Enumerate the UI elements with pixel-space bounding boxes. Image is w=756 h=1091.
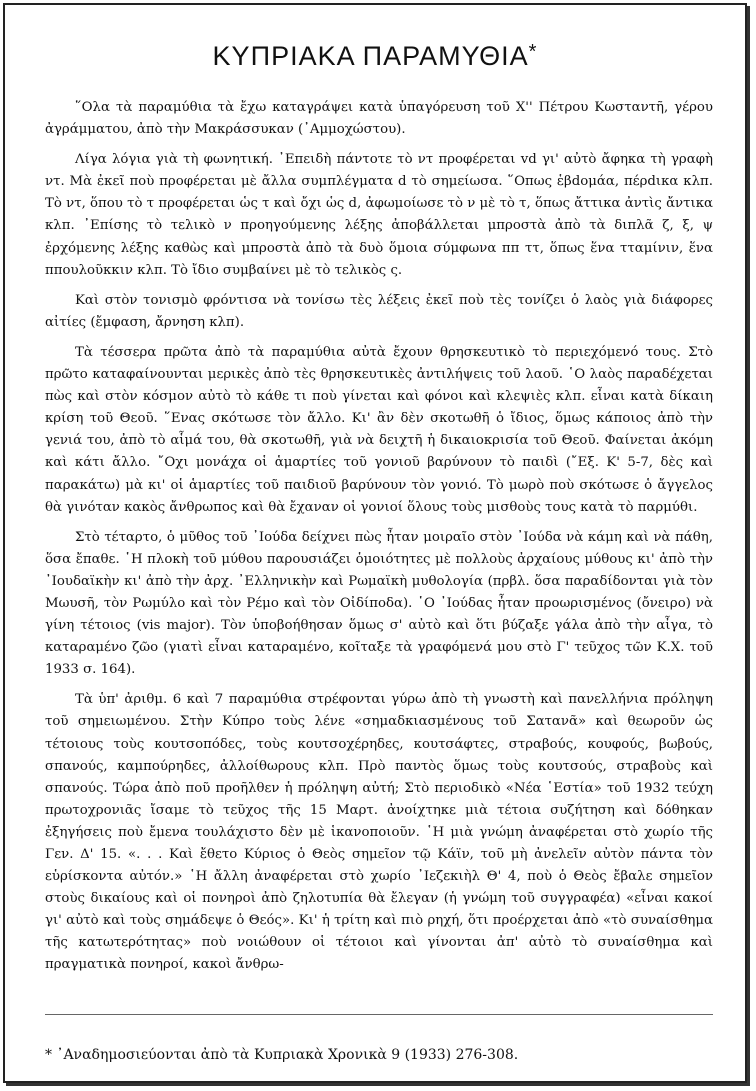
- body-text: [45, 97, 713, 985]
- page-title: [5, 41, 745, 72]
- title-footnote-mark: *: [528, 41, 538, 63]
- paragraph: Στὸ τέταρτο, ὁ μῦθος τοῦ ᾿Ιούδα δείχνει πὼς ἦταν μοιραῖο στὸν ᾿Ιούδα νὰ κάμη καὶ νὰ πάθη, ὅσα ἔπαθε. ῾Η πλοκὴ τοῦ μύθου παρουσιάζει ὁμοιότητες μὲ πολλοὺς ἀρχαίους μύθους κι' ἀπὸ τὴν ᾿Ιουδαϊκὴν κι' ἀπὸ τὴν ἀρχ. ᾿Ελληνικὴν καὶ Ρωμαϊκὴ μυθολογία (πρβλ. ὅσα παραδίδονται γιὰ τὸν Μωυσῆ, τὸν Ρωμύλο καὶ τὸν Ρέμο καὶ τὸν Οἰδίποδα). ῾Ο ᾿Ιούδας ἦταν προωρισμένος (ὄνειρο) νὰ γίνη τέτοιος (vis major). Τὸν ὑποβοήθησαν ὅμως σ' αὐτὸ καὶ ὅτι βύζαξε γάλα ἀπὸ τὴν αἶγα, τὸ καταραμένο ζῶο (γιατὶ εἶναι καταραμένο, κοῖταξε τὰ γραφόμενά μου στὸ Γ' τεῦχος τῶν Κ.Χ. τοῦ 1933 σ. 164).: [45, 529, 713, 678]
- paragraph: Καὶ στὸν τονισμὸ φρόντισα νὰ τονίσω τὲς λέξεις ἐκεῖ ποὺ τὲς τονίζει ὁ λαὸς γιὰ διάφορες αἰτίες (ἔμφαση, ἄρνηση κλπ).: [45, 292, 713, 330]
- page: [3, 3, 747, 1083]
- paragraph: Τὰ τέσσερα πρῶτα ἀπὸ τὰ παραμύθια αὐτὰ ἔχουν θρησκευτικὸ τὸ περιεχόμενό τους. Στὸ πρῶτο καταφαίνουνται μερικὲς ἀπὸ τὲς θρησκευτικὲς ἀντιλήψεις τοῦ λαοῦ. ῾Ο λαὸς παραδέχεται πὼς καὶ στὸν κόσμον αὐτὸ τὸ κάθε τι ποὺ γίνεται καὶ φόνοι καὶ κλεψιὲς κλπ. εἶναι κατὰ δίκαιη κρίση τοῦ Θεοῦ. ῞Ενας σκότωσε τὸν ἄλλο. Κι' ἂν δὲν σκοτωθῆ ὁ ἴδιος, ὅμως κάποιος ἀπὸ τὴν γενιά του, ἀπὸ τὸ αἷμά του, θὰ σκοτωθῆ, γιὰ νὰ δειχτῆ ἡ δικαιοκρισία τοῦ Θεοῦ. Φαίνεται ἀκόμη καὶ κάτι ἄλλο. ῎Οχι μονάχα οἱ ἁμαρτίες τοῦ γονιοῦ βαρύνουν τὸ παιδὶ (῎Εξ. Κ' 5-7, δὲς καὶ παρακάτω) μὰ κι' οἱ ἁμαρτίες τοῦ παιδιοῦ βαρύνουν τὸν γονιό. Τὸ μωρὸ ποὺ σκότωσε ὁ ἄγγελος θὰ γινόταν κακὸς ἄνθρωπος καὶ θὰ ἔχαναν οἱ γονιοί ὅλους τοὺς μισθοὺς τους κατὰ τὸ παρμύθι.: [45, 344, 713, 515]
- footnote-divider: [45, 1014, 713, 1015]
- paragraph: Λίγα λόγια γιὰ τὴ φωνητική. ᾿Επειδὴ πάντοτε τὸ ντ προφέρεται vd γι' αὐτὸ ἄφηκα τὴ γραφὴ ντ. Μὰ ἐκεῖ ποὺ προφέρεται μὲ ἄλλα συμπλέγματα d τὸ σημείωσα. ῞Οπως ἑβdομάα, πέρdικα κλπ. Τὸ ντ, ὅπου τὸ τ προφέρεται ὡς τ καὶ ὄχι ὡς d, ἀφωμοίωσε τὸ ν μὲ τὸ τ, ὅπως ἄττικα ἀντὶς ἄντικα κλπ. ᾿Επίσης τὸ τελικὸ ν προηγούμενης λέξης ἀποβάλλεται μπροστὰ ἀπὸ τὰ διπλᾶ ζ, ξ, ψ ἐρχόμενης λέξης καθὼς καὶ μπροστὰ ἀπὸ τὰ δυὸ ὅμοια σύμφωνα ππ ττ, ὅπως ἕνα τταμίνιν, ἕνα ππουλοῦκκιν κλπ. Τὸ ἴδιο συμβαίνει μὲ τὸ τελικὸς ς.: [45, 152, 713, 278]
- paragraph: ῞Ολα τὰ παραμύθια τὰ ἔχω καταγράψει κατὰ ὑπαγόρευση τοῦ Χ'' Πέτρου Κωσταντῆ, γέρου ἀγράμματου, ἀπὸ τὴν Μακράσσυκαν (᾿Αμμοχώστου).: [45, 100, 713, 138]
- footnote: * ᾿Αναδημοσιεύονται ἀπὸ τὰ Κυπριακὰ Χρονικὰ 9 (1933) 276-308.: [45, 1047, 519, 1063]
- title-text: ΚΥΠΡΙΑΚΑ ΠΑΡΑΜΥΘΙΑ: [212, 41, 529, 71]
- paragraph: Τὰ ὑπ' ἀριθμ. 6 καὶ 7 παραμύθια στρέφονται γύρω ἀπὸ τὴ γνωστὴ καὶ πανελλήνια πρόληψη τοῦ σημειωμένου. Στὴν Κύπρο τοὺς λένε «σημαδκιασμένους τοῦ Σατανᾶ» καὶ θεωροῦν ὡς τέτοιους τοὺς κουτσοπόδες, τοὺς κουτσοχέρηδες, κουτσάφτες, στραβούς, κουφούς, βωβούς, σπανούς, καμπούρηδες, ἀλλοίθωρους κλπ. Πρὸ παντὸς ὅμως τοὺς κουτσούς, στραβοὺς καὶ σπανούς. Τώρα ἀπὸ ποῦ προῆλθεν ἡ πρόληψη αὐτή; Στὸ περιοδικὸ «Νέα ῾Εστία» τοῦ 1932 τεύχη πρωτοχρονιᾶς ἴσαμε τὸ τεῦχος τῆς 15 Μαρτ. ἀνοίχτηκε μιὰ τέτοια συζήτηση καὶ δόθηκαν ἐξηγήσεις ποὺ ἔμενα τουλάχιστο δὲν μὲ ἱκανοποιοῦν. ῾Η μιὰ γνώμη ἀναφέρεται στὸ χωρίο τῆς Γεν. Δ' 15. «. . . Καὶ ἔθετο Κύριος ὁ Θεὸς σημεῖον τῷ Κάϊν, τοῦ μὴ ἀνελεῖν αὐτὸν πάντα τὸν εὑρίσκοντα αὐτόν.» ῾Η ἄλλη ἀναφέρεται στὸ χωρίο ᾿Ιεζεκιὴλ Θ' 4, ποὺ ὁ Θεὸς ἔβαλε σημεῖον στοὺς δικαίους καὶ οἱ πονηροὶ ἀπὸ ζηλοτυπία θὰ ἔλεγαν (ἡ γνώμη τοῦ συγγραφέα) «εἶναι κακοί γι' αὐτὸ καὶ τοὺς σημάδεψε ὁ Θεός». Κι' ἡ τρίτη καὶ πιὸ ρηχή, ὅτι προέρχεται ἀπὸ «τὸ συναίσθημα τῆς κατωτερότητας» ποὺ νοιώθουν οἱ τέτοιοι καὶ γίνονται ἀπ' αὐτὸ τὸ συναίσθημα καὶ πραγματικὰ πονηροί, κακοὶ ἄνθρω-: [45, 692, 713, 973]
